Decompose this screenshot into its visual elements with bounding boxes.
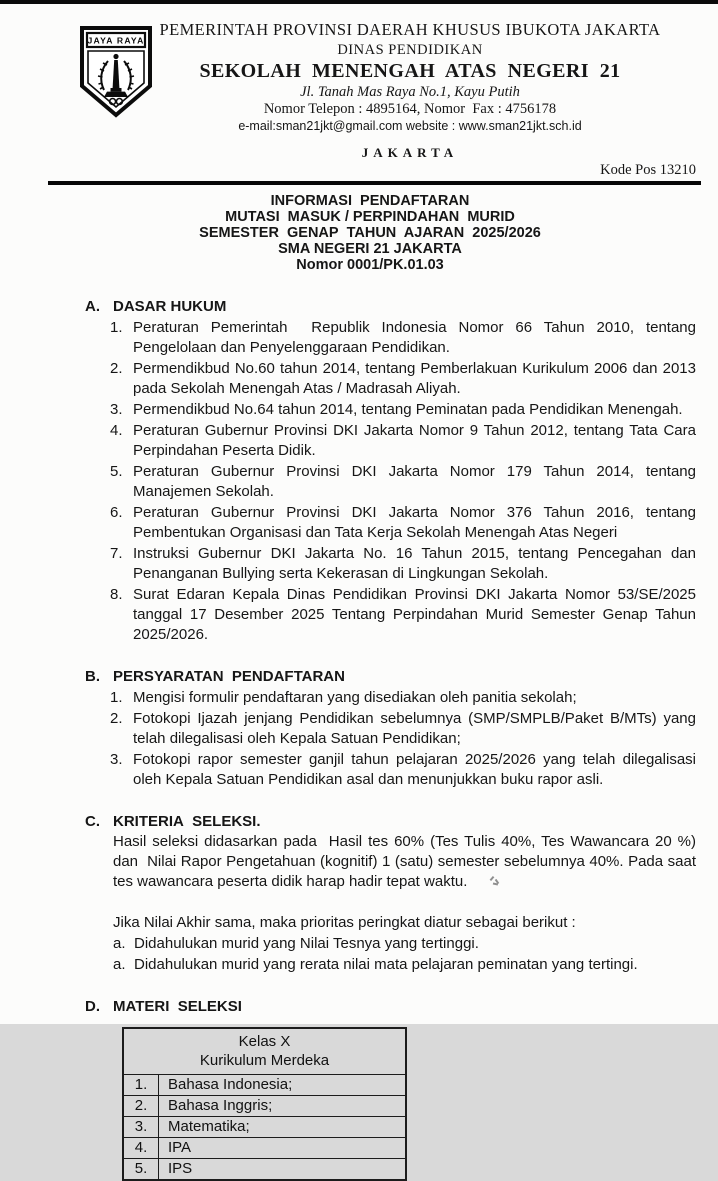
item-number: 2. bbox=[110, 709, 123, 727]
item-number: 8. bbox=[110, 585, 123, 603]
title-line-1: INFORMASI PENDAFTARAN bbox=[270, 193, 470, 209]
school-email-website: e-mail:sman21jkt@gmail.com website : www.sman21jkt.sch.id bbox=[238, 119, 582, 133]
list-item bbox=[110, 709, 696, 749]
selection-subjects-table bbox=[122, 1027, 407, 1181]
row-subject: Matematika; bbox=[159, 1116, 407, 1137]
letterhead-text bbox=[130, 20, 690, 133]
item-text: Permendikbud No.64 tahun 2014, tentang Peminatan pada Pendidikan Menengah. bbox=[133, 400, 683, 418]
list-item bbox=[110, 421, 696, 461]
jaya-raya-banner-text: JAYA RAYA bbox=[87, 35, 145, 46]
criteria-paragraph: Hasil seleksi didasarkan pada Hasil tes 60% (Tes Tulis 40%, Tes Wawancara 20 %) dan Nilai Rapor Pengetahuan (kognitif) 1 (satu) semester sebelumnya 40%. Pada saat tes wawancara peserta didik harap hadir tepat waktu. bbox=[113, 832, 696, 890]
list-item bbox=[110, 462, 696, 502]
table-row bbox=[123, 1158, 406, 1180]
city-label: JAKARTA bbox=[361, 145, 459, 160]
section-letter: C. bbox=[85, 812, 100, 830]
tiebreak-note: Jika Nilai Akhir sama, maka prioritas peringkat diatur sebagai berikut : bbox=[113, 913, 576, 931]
row-number: 1. bbox=[123, 1074, 159, 1095]
section-letter: B. bbox=[85, 667, 100, 685]
item-number: 1. bbox=[110, 688, 123, 706]
section-heading bbox=[85, 667, 696, 687]
title-line-3: SEMESTER GENAP TAHUN AJARAN 2025/2026 bbox=[199, 224, 541, 241]
requirements-list bbox=[110, 688, 696, 790]
row-number: 3. bbox=[123, 1116, 159, 1137]
item-text: Peraturan Gubernur Provinsi DKI Jakarta Nomor 9 Tahun 2012, tentang Tata Cara Perpindahan Peserta Didik. bbox=[133, 421, 696, 459]
emblem-graphic bbox=[78, 26, 154, 118]
title-line-2: MUTASI MASUK / PERPINDAHAN MURID bbox=[225, 208, 515, 225]
item-text: Permendikbud No.60 tahun 2014, tentang Pemberlakuan Kurikulum 2006 dan 2013 pada Sekolah Menengah Atas / Madrasah Aliyah. bbox=[133, 359, 696, 397]
row-subject: IPS bbox=[159, 1158, 407, 1180]
scan-smudge-artifact bbox=[489, 875, 501, 887]
table-row bbox=[123, 1074, 406, 1095]
item-label: a. bbox=[113, 955, 126, 973]
row-subject: IPA bbox=[159, 1137, 407, 1158]
item-text: Peraturan Gubernur Provinsi DKI Jakarta Nomor 376 Tahun 2016, tentang Pembentukan Organisasi dan Tata Kerja Sekolah Menengah Atas Negeri bbox=[133, 503, 696, 541]
section-title: DASAR HUKUM bbox=[113, 297, 227, 315]
table-header-curriculum: Kurikulum Merdeka bbox=[199, 1051, 330, 1069]
list-item bbox=[110, 585, 696, 645]
table-header-cell bbox=[123, 1028, 406, 1075]
section-letter: A. bbox=[85, 297, 100, 315]
document-title-block bbox=[36, 194, 704, 274]
section-heading bbox=[85, 812, 696, 832]
list-item bbox=[110, 359, 696, 399]
table-row bbox=[123, 1137, 406, 1158]
item-number: 2. bbox=[110, 359, 123, 377]
item-text: Peraturan Gubernur Provinsi DKI Jakarta Nomor 179 Tahun 2014, tentang Manajemen Sekolah. bbox=[133, 462, 696, 500]
list-item bbox=[110, 544, 696, 584]
row-number: 5. bbox=[123, 1158, 159, 1180]
item-number: 5. bbox=[110, 462, 123, 480]
title-line-5: Nomor 0001/PK.01.03 bbox=[296, 256, 444, 273]
postal-code: Kode Pos 13210 bbox=[600, 162, 696, 178]
item-text: Peraturan Pemerintah Republik Indonesia Nomor 66 Tahun 2010, tentang Pengelolaan dan Penyelenggaraan Pendidikan. bbox=[133, 318, 696, 356]
title-line-4: SMA NEGERI 21 JAKARTA bbox=[278, 240, 462, 257]
section-kriteria-seleksi bbox=[85, 812, 696, 975]
section-title: PERSYARATAN PENDAFTARAN bbox=[113, 667, 345, 685]
table-row bbox=[123, 1095, 406, 1116]
department-name: DINAS PENDIDIKAN bbox=[337, 42, 483, 58]
list-item bbox=[110, 318, 696, 358]
list-item bbox=[110, 503, 696, 543]
tiebreak-item bbox=[113, 955, 696, 975]
list-item bbox=[110, 400, 696, 420]
tiebreak-item bbox=[113, 934, 696, 954]
table-row bbox=[123, 1116, 406, 1137]
section-title: MATERI SELEKSI bbox=[113, 997, 242, 1015]
item-text: Surat Edaran Kepala Dinas Pendidikan Provinsi DKI Jakarta Nomor 53/SE/2025 tanggal 17 Desember 2025 Tentang Perpindahan Murid Semester Genap Tahun 2025/2026. bbox=[133, 585, 696, 643]
item-number: 4. bbox=[110, 421, 123, 439]
row-number: 4. bbox=[123, 1137, 159, 1158]
list-item bbox=[110, 750, 696, 790]
item-text: Fotokopi rapor semester ganjil tahun pelajaran 2025/2026 yang telah dilegalisasi oleh Kepala Satuan Pendidikan asal dan menunjukkan buku rapor asli. bbox=[133, 750, 696, 788]
section-heading bbox=[85, 997, 696, 1017]
item-number: 7. bbox=[110, 544, 123, 562]
item-text: Fotokopi Ijazah jenjang Pendidikan sebelumnya (SMP/SMPLB/Paket B/MTs) yang telah dilegalisasi oleh Kepala Satuan Pendidikan; bbox=[133, 709, 696, 747]
school-address: Jl. Tanah Mas Raya No.1, Kayu Putih bbox=[300, 84, 520, 100]
list-item bbox=[110, 688, 696, 708]
item-number: 3. bbox=[110, 750, 123, 768]
row-subject: Bahasa Inggris; bbox=[159, 1095, 407, 1116]
document-body bbox=[85, 297, 696, 1181]
item-label: a. bbox=[113, 934, 126, 952]
item-text: Instruksi Gubernur DKI Jakarta No. 16 Tahun 2015, tentang Pencegahan dan Penanganan Bullying serta Kekerasan di Lingkungan Sekolah. bbox=[133, 544, 696, 582]
section-materi-seleksi bbox=[85, 997, 696, 1181]
section-dasar-hukum bbox=[85, 297, 696, 645]
letterhead-divider bbox=[48, 181, 701, 185]
letterhead bbox=[0, 0, 718, 133]
section-heading bbox=[85, 297, 696, 317]
jakarta-jaya-raya-emblem bbox=[78, 26, 154, 118]
row-number: 2. bbox=[123, 1095, 159, 1116]
table-header-class: Kelas X bbox=[238, 1032, 291, 1050]
table-header-row bbox=[123, 1028, 406, 1075]
item-text: Didahulukan murid yang Nilai Tesnya yang tertinggi. bbox=[134, 934, 479, 952]
item-text: Mengisi formulir pendaftaran yang disediakan oleh panitia sekolah; bbox=[133, 688, 577, 706]
row-subject: Bahasa Indonesia; bbox=[159, 1074, 407, 1095]
item-number: 3. bbox=[110, 400, 123, 418]
section-persyaratan-pendaftaran bbox=[85, 667, 696, 790]
government-name: PEMERINTAH PROVINSI DAERAH KHUSUS IBUKOTA JAKARTA bbox=[159, 20, 661, 39]
item-number: 6. bbox=[110, 503, 123, 521]
criteria-body bbox=[113, 832, 696, 975]
item-number: 1. bbox=[110, 318, 123, 336]
legal-basis-list bbox=[110, 318, 696, 645]
school-phone-fax: Nomor Telepon : 4895164, Nomor Fax : 4756178 bbox=[263, 101, 557, 117]
school-name: SEKOLAH MENENGAH ATAS NEGERI 21 bbox=[199, 60, 621, 82]
section-title: KRITERIA SELEKSI. bbox=[113, 812, 261, 830]
item-text: Didahulukan murid yang rerata nilai mata pelajaran peminatan yang tertingi. bbox=[134, 955, 638, 973]
section-letter: D. bbox=[85, 997, 100, 1015]
